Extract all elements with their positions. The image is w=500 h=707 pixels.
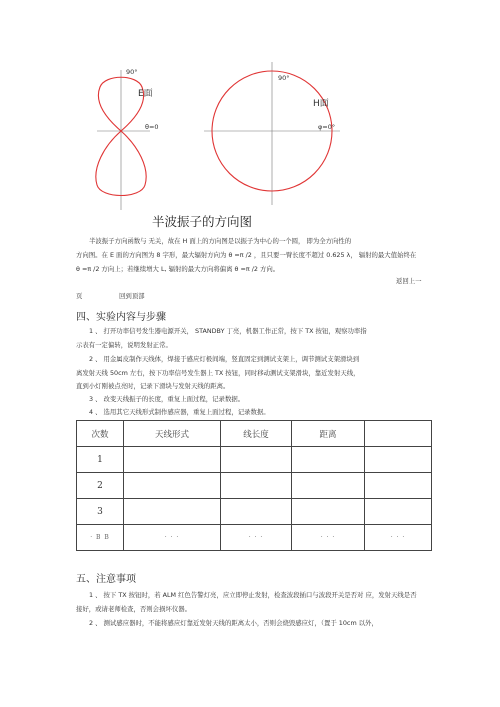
- table-row: [77, 447, 432, 473]
- table-cell[interactable]: [221, 447, 292, 473]
- paragraph-line: 方向图。在 E 面的方向图为 8 字形，最大辐射方向为 θ =π /2 ，且只要一臂长度不超过 0.625 λ， 辐射的最大值始终在: [76, 251, 417, 259]
- table-header-cell: 距离: [292, 421, 365, 447]
- paragraph-line: 半波振子方向函数与 无关，故在 H 面上的方向图是以振子为中心的一个圆， 即为全方向性的: [89, 237, 352, 245]
- table-cell-ellipsis: · · ·: [221, 525, 292, 551]
- table-cell[interactable]: [292, 473, 365, 499]
- h-plane-right-angle: φ=0°: [318, 123, 336, 131]
- step-line: 2 、 用金属皮制作天线体，焊接于感应灯极间端，竖直固定到测试支架上，调节测试支架滑块到: [89, 355, 360, 363]
- note-line: 2 、 测试感应器时，不能将感应灯靠近发射天线的距离太小，否则会烧毁感应灯，（置于 10cm 以外，: [89, 619, 378, 627]
- h-plane-label: H面: [313, 99, 329, 109]
- table-cell[interactable]: [221, 499, 292, 525]
- table-cell[interactable]: [365, 447, 432, 473]
- step-line: 直到小灯刚被点亮时，记录下滑块与发射天线的距离。: [76, 382, 230, 390]
- step-line: 离发射天线 50cm 左右，按下功率信号发生器上 TX 按钮，同时移动测试支架滑块，靠近发射天线，: [76, 369, 360, 377]
- step-line: 示表有一定偏转，说明发射正常。: [76, 341, 172, 349]
- step-line: 1 、 打开功率信号发生器电源开关， STANDBY 丁亮，机器工作正常，按下 TX 按钮，观察功率指: [89, 327, 367, 335]
- table-header-cell: 线长度: [221, 421, 292, 447]
- table-cell[interactable]: [124, 499, 221, 525]
- table-row-label: 3: [77, 499, 124, 525]
- table-cell[interactable]: [292, 499, 365, 525]
- return-previous-link-cont[interactable]: 页: [76, 292, 83, 300]
- paragraph-line: θ =π /2 方向上；若继续增大 L, 辐射的最大方向将偏离 θ =π /2 方向。: [76, 265, 280, 273]
- table-cell-ellipsis: · · ·: [124, 525, 221, 551]
- note-line: 接好，或请老师检查，否则会损坏仪器。: [76, 605, 192, 613]
- table-cell[interactable]: [365, 499, 432, 525]
- table-header-cell: 天线形式: [124, 421, 221, 447]
- table-cell-ellipsis: · · ·: [292, 525, 365, 551]
- table-row: [77, 473, 432, 499]
- e-plane-top-angle: 90°: [126, 68, 138, 76]
- note-line: 1 、 按下 TX 按钮时，若 ALM 红色告警灯亮，应立即停止发射，检查波段插口与波段开关是否对 应，发射天线是否: [89, 591, 417, 599]
- measurement-table: [76, 420, 432, 551]
- table-row: [77, 525, 432, 551]
- step-line: 4 、 选用其它天线形式制作感应器，重复上面过程，记录数据。: [89, 408, 270, 416]
- table-cell[interactable]: [365, 473, 432, 499]
- table-cell[interactable]: [124, 447, 221, 473]
- table-cell-ellipsis: · · ·: [365, 525, 432, 551]
- figure-title: 半波振子的方向图: [152, 214, 253, 229]
- h-plane-top-angle: 90°: [278, 74, 290, 82]
- table-row-label: 1: [77, 447, 124, 473]
- step-line: 3 、 改变天线振子的长度，重复上面过程，记录数据。: [89, 395, 245, 403]
- table-header-cell: 次数: [77, 421, 124, 447]
- back-to-top-link[interactable]: 回到顶部: [119, 292, 145, 300]
- return-previous-link[interactable]: 返回上一: [396, 277, 422, 285]
- section-4-heading: 四、实验内容与步骤: [76, 312, 166, 323]
- table-header-row: [77, 421, 432, 447]
- table-row-label: · B B: [77, 525, 124, 551]
- radiation-pattern-diagrams: [0, 0, 500, 215]
- table-cell[interactable]: [221, 473, 292, 499]
- table-header-cell: [365, 421, 432, 447]
- table-row: [77, 499, 432, 525]
- section-5-heading: 五、注意事项: [76, 574, 136, 585]
- table-row-label: 2: [77, 473, 124, 499]
- e-plane-right-angle: θ=0: [145, 123, 159, 131]
- table-cell[interactable]: [124, 473, 221, 499]
- h-plane-pattern: [204, 62, 340, 205]
- table-cell[interactable]: [292, 447, 365, 473]
- e-plane-label: E面: [138, 89, 153, 99]
